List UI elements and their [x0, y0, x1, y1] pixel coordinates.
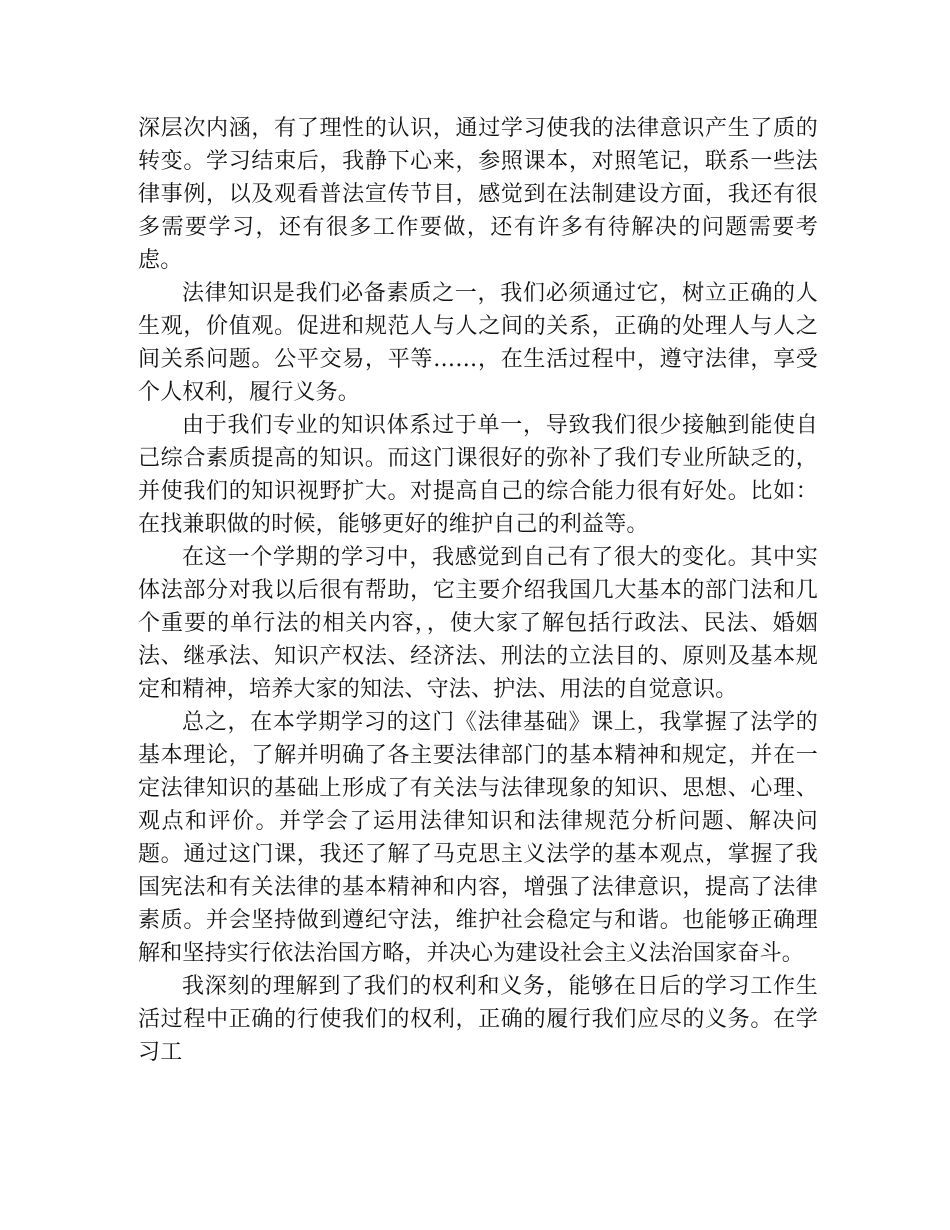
document-body [138, 112, 818, 1069]
paragraph-6: 我深刻的理解到了我们的权利和义务，能够在日后的学习工作生活过程中正确的行使我们的权利，正确的履行我们应尽的义务。在学习工 [138, 974, 818, 1065]
paragraph-4: 在这一个学期的学习中，我感觉到自己有了很大的变化。其中实体法部分对我以后很有帮助，它主要介绍我国几大基本的部门法和几个重要的单行法的相关内容，，使大家了解包括行政法、民法、婚姻法、继承法、知识产权法、经济法、刑法的立法目的、原则及基本规定和精神，培养大家的知法、守法、护法、用法的自觉意识。 [138, 545, 818, 702]
paragraph-5: 总之，在本学期学习的这门《法律基础》课上，我掌握了法学的基本理论，了解并明确了各主要法律部门的基本精神和规定，并在一定法律知识的基础上形成了有关法与法律现象的知识、思想、心理、观点和评价。并学会了运用法律知识和法律规范分析问题、解决问题。通过这门课，我还了解了马克思主义法学的基本观点，掌握了我国宪法和有关法律的基本精神和内容，增强了法律意识，提高了法律素质。并会坚持做到遵纪守法，维护社会稳定与和谐。也能够正确理解和坚持实行依法治国方略，并决心为建设社会主义法治国家奋斗。 [138, 710, 818, 966]
paragraph-1: 深层次内涵，有了理性的认识，通过学习使我的法律意识产生了质的转变。学习结束后，我静下心来，参照课本，对照笔记，联系一些法律事例，以及观看普法宣传节目，感觉到在法制建设方面，我还有很多需要学习，还有很多工作要做，还有许多有待解决的问题需要考虑。 [138, 116, 818, 273]
paragraph-2: 法律知识是我们必备素质之一，我们必须通过它，树立正确的人生观，价值观。促进和规范人与人之间的关系，正确的处理人与人之间关系问题。公平交易，平等……，在生活过程中，遵守法律，享受个人权利，履行义务。 [138, 281, 818, 405]
paragraph-3: 由于我们专业的知识体系过于单一，导致我们很少接触到能使自己综合素质提高的知识。而这门课很好的弥补了我们专业所缺乏的，并使我们的知识视野扩大。对提高自己的综合能力很有好处。比如：在找兼职做的时候，能够更好的维护自己的利益等。 [138, 413, 818, 537]
